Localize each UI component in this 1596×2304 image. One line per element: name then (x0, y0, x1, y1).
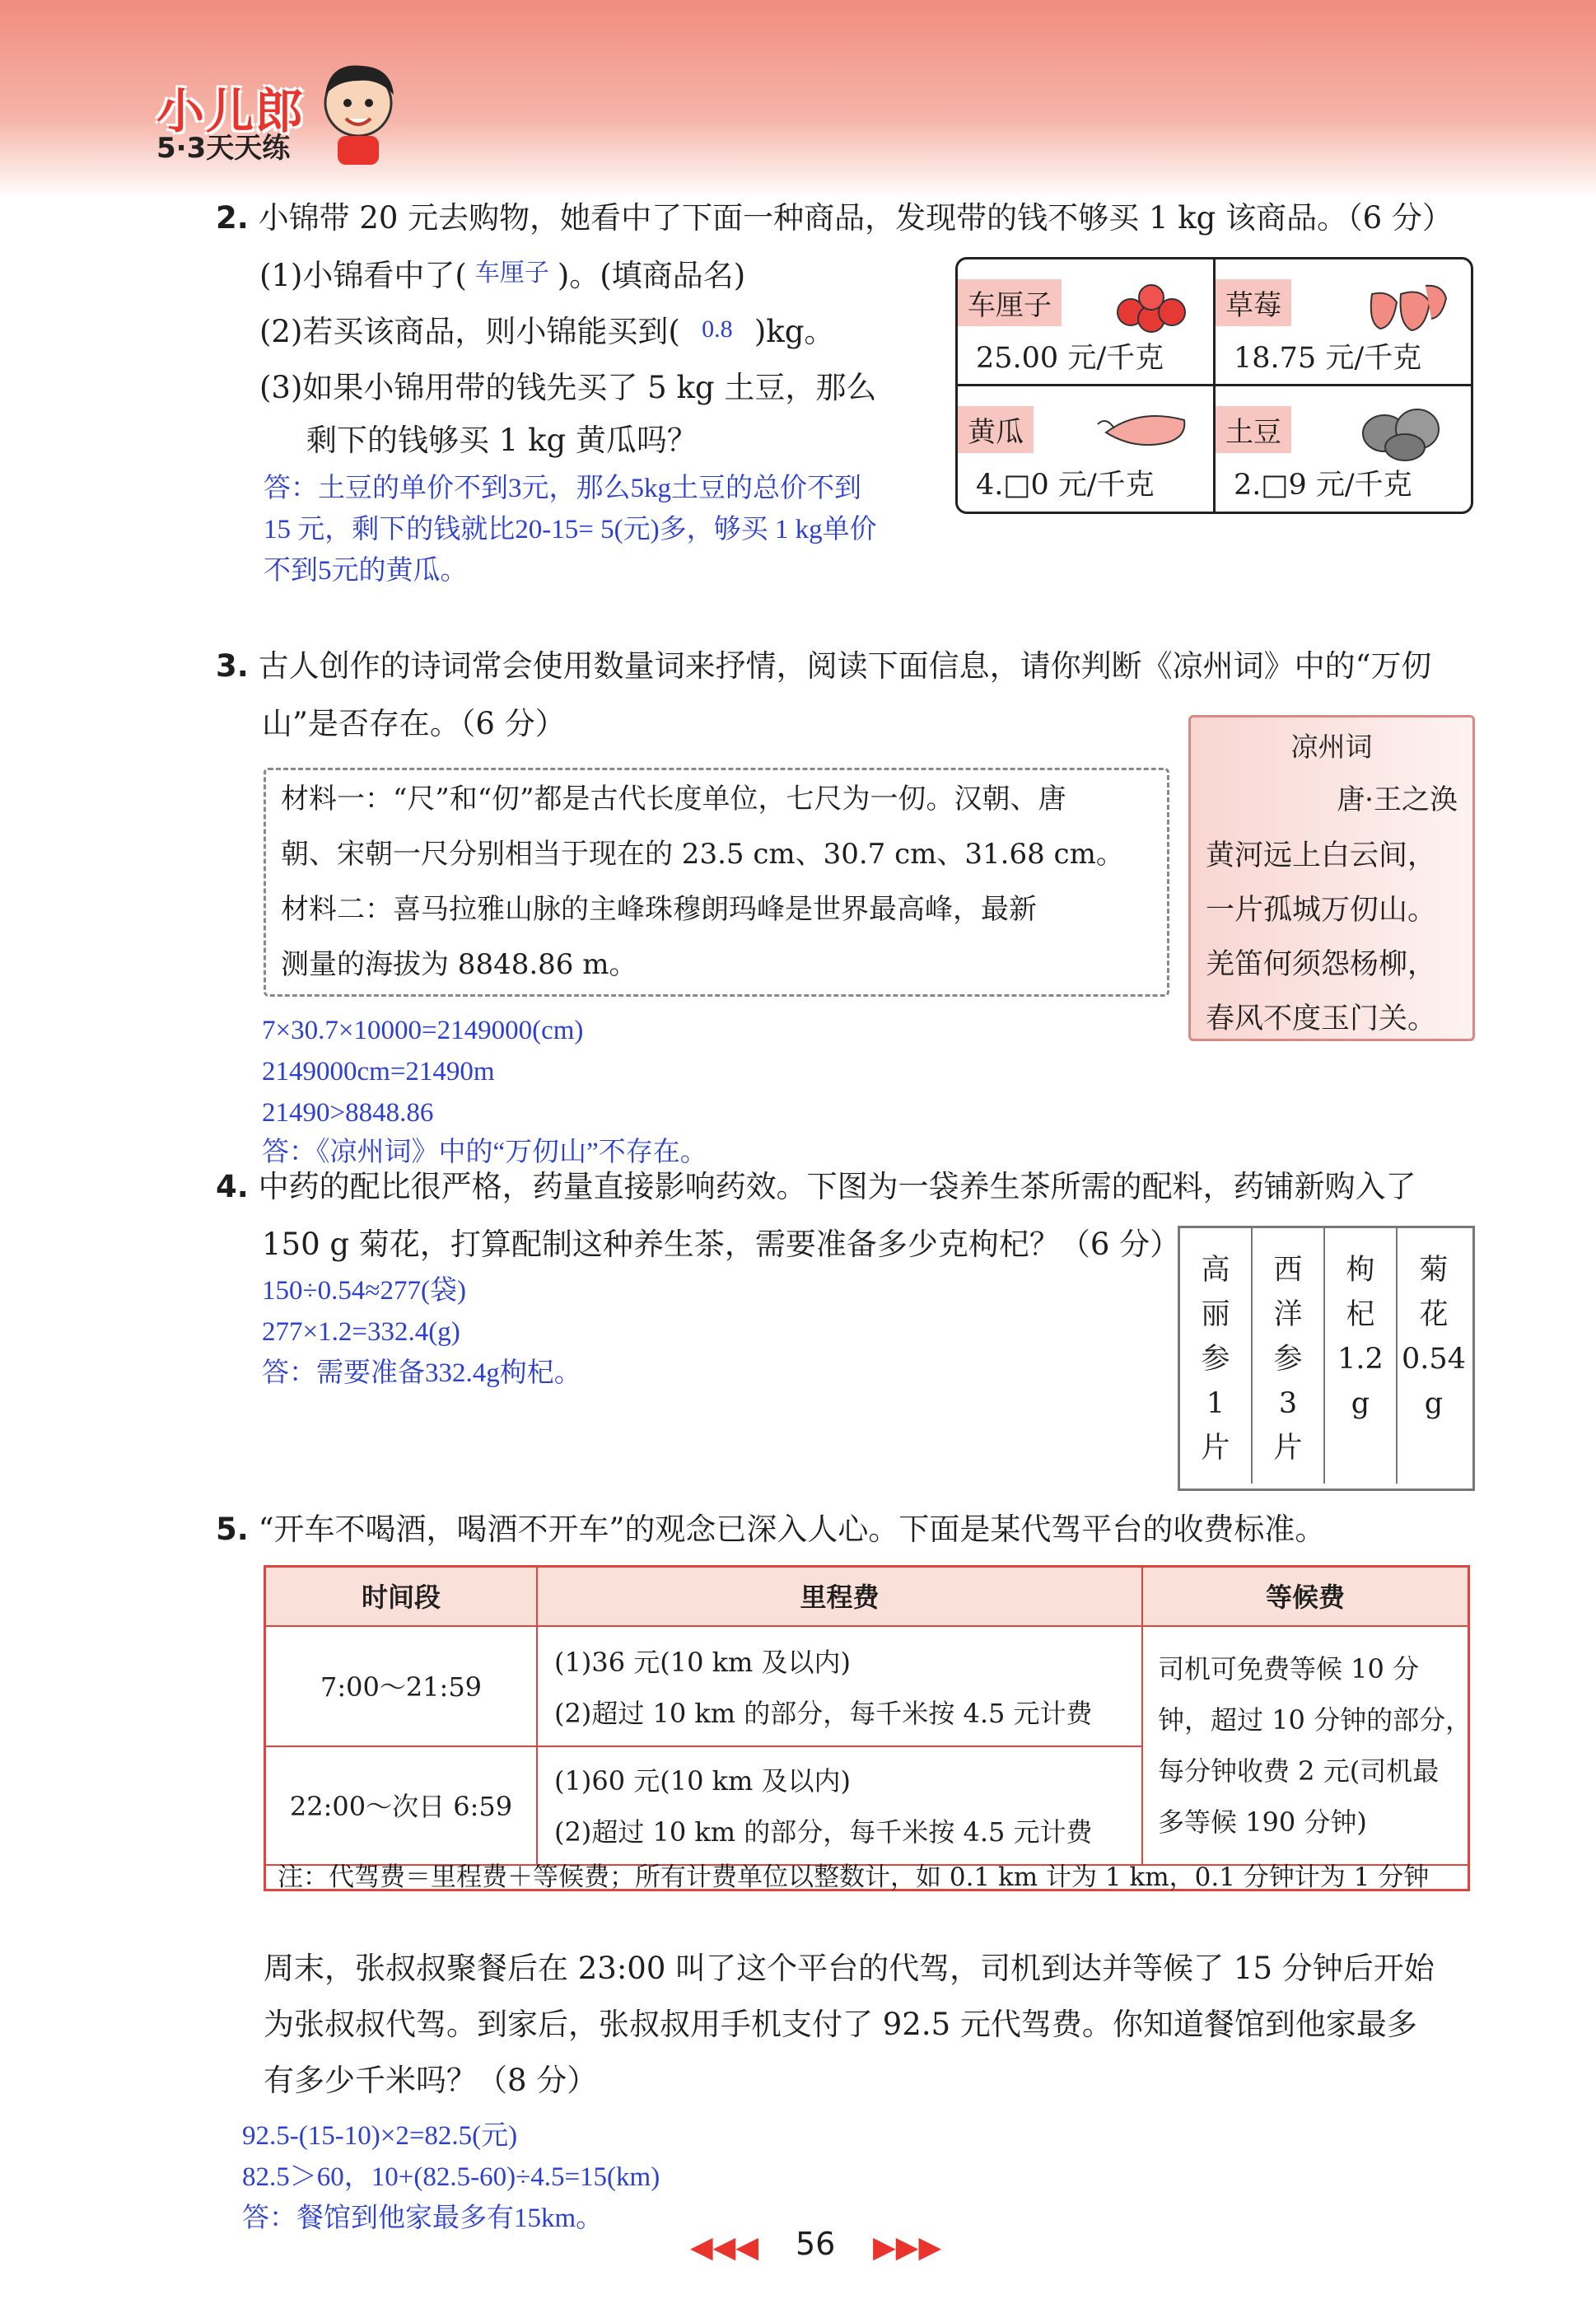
ingredient-text: 西 (1273, 1254, 1303, 1287)
q2-part2 (259, 310, 834, 357)
q2-part1-answer: 车厘子 (474, 259, 549, 287)
strawberry-icon (1356, 269, 1454, 335)
q4-stem-line2: 150 g 菊花，打算配制这种养生茶，需要准备多少克枸杞？（6 分） (262, 1227, 1181, 1262)
q5-answer-line2: 82.5＞60，10+(82.5-60)÷4.5=15(km) (242, 2162, 660, 2192)
q3-stem-line2: 山”是否存在。（6 分） (262, 706, 566, 741)
product-price-table (955, 257, 1473, 514)
q3-answer-line3: 21490>8848.86 (262, 1098, 434, 1128)
product-name: 车厘子 (958, 279, 1062, 326)
material-line: 朝、宋朝一尺分别相当于现在的 23.5 cm、30.7 cm、31.68 cm。 (281, 838, 1124, 871)
product-name: 草莓 (1216, 279, 1291, 326)
q2-answer-line3: 不到5元的黄瓜。 (264, 556, 468, 586)
fee-text: 多等候 190 分钟) (1158, 1806, 1367, 1838)
poem-author: 唐·王之涣 (1337, 783, 1458, 816)
fee-header-period: 时间段 (266, 1568, 538, 1627)
fee-header-mileage: 里程费 (538, 1568, 1143, 1627)
ingredient-text: 参 (1201, 1343, 1230, 1376)
fee-header-waiting: 等候费 (1143, 1568, 1468, 1627)
product-price: 25.00 元/千克 (976, 342, 1164, 375)
q2-part1-post: )。(填商品名) (557, 258, 746, 293)
product-cell-potato (1216, 386, 1472, 512)
fee-row2-mileage (538, 1747, 1143, 1866)
q4-answer-line2: 277×1.2=332.4(g) (262, 1317, 460, 1347)
poem-line: 黄河远上白云间， (1206, 839, 1437, 872)
ingredient-col-chrysanthemum (1398, 1228, 1470, 1484)
fee-row2-period: 22:00～次日 6:59 (266, 1747, 538, 1866)
page-number: 56 (796, 2226, 836, 2262)
q5-stem (216, 1507, 1325, 1552)
product-price: 2.□9 元/千克 (1234, 469, 1412, 502)
poem-card (1188, 715, 1475, 1041)
ingredient-text: 丽 (1201, 1298, 1230, 1331)
q4-answer-line3: 答：需要准备332.4g枸杞。 (262, 1358, 581, 1388)
q3-number: 3. (216, 648, 249, 684)
q5-problem-line1: 周末，张叔叔聚餐后在 23:00 叫了这个平台的代驾，司机到达并等候了 15 分钟后开始 (264, 1951, 1435, 1986)
q2-part2-post: )kg。 (754, 314, 835, 349)
product-price: 18.75 元/千克 (1234, 342, 1422, 375)
ingredient-text: 3 (1278, 1387, 1298, 1420)
fee-row1-period: 7:00～21:59 (266, 1627, 538, 1747)
fee-text: (1)36 元(10 km 及以内) (554, 1647, 851, 1678)
product-name: 土豆 (1216, 406, 1291, 453)
fee-text: (1)60 元(10 km 及以内) (554, 1765, 851, 1797)
ingredient-text: 高 (1201, 1254, 1230, 1287)
q2-part1 (259, 254, 745, 301)
next-arrows-icon: ▶▶▶ (873, 2231, 942, 2264)
ingredient-text: g (1424, 1387, 1444, 1420)
fee-note: 注：代驾费＝里程费＋等候费；所有计费单位以整数计，如 0.1 km 计为 1 km，0.1 分钟计为 1 分钟 (278, 1862, 1430, 1892)
cucumber-icon (1090, 391, 1197, 457)
ingredient-text: 1.2 (1337, 1343, 1384, 1376)
ingredient-col-ginseng (1180, 1228, 1253, 1484)
ingredient-text: 0.54 (1402, 1343, 1466, 1376)
q3-answer-line2: 2149000cm=21490m (262, 1057, 495, 1087)
prev-arrows-icon: ◀◀◀ (690, 2231, 759, 2264)
ingredient-text: 1 (1206, 1387, 1225, 1420)
product-cell-cucumber (958, 386, 1214, 512)
poem-line: 一片孤城万仞山。 (1206, 894, 1437, 927)
fee-text: 每分钟收费 2 元(司机最 (1158, 1755, 1440, 1787)
q4-number: 4. (216, 1169, 249, 1204)
ingredient-text: 参 (1273, 1343, 1303, 1376)
q4-answer-line1: 150÷0.54≈277(袋) (262, 1276, 466, 1306)
mascot-boy-icon (313, 58, 404, 165)
q2-number: 2. (216, 200, 249, 236)
ingredient-text: 洋 (1273, 1298, 1303, 1331)
q3-answer-line1: 7×30.7×10000=2149000(cm) (262, 1016, 584, 1045)
ingredient-text: 花 (1419, 1298, 1449, 1331)
fee-text: 司机可免费等候 10 分 (1158, 1653, 1420, 1685)
q3-stem-line1 (216, 644, 1432, 689)
q2-part3-line2: 剩下的钱够买 1 kg 黄瓜吗？ (306, 423, 698, 458)
brand-logo: 小儿郎 (156, 83, 306, 139)
q3-answer-line4: 答：《凉州词》中的“万仞山”不存在。 (262, 1138, 707, 1167)
q5-answer-line3: 答：餐馆到他家最多有15km。 (242, 2204, 604, 2233)
q3-stem-text: 古人创作的诗词常会使用数量词来抒情，阅读下面信息，请你判断《凉州词》中的“万仞 (258, 648, 1432, 684)
product-name: 黄瓜 (958, 406, 1034, 453)
q2-part2-pre: (2)若买该商品，则小锦能买到( (259, 314, 680, 349)
material-line: 测量的海拔为 8848.86 m。 (281, 948, 637, 981)
ingredient-text: g (1351, 1387, 1370, 1420)
ingredient-text: 菊 (1419, 1254, 1449, 1287)
q5-stem-text: “开车不喝酒，喝酒不开车”的观念已深入人心。下面是某代驾平台的收费标准。 (258, 1512, 1326, 1547)
fee-row1-mileage (538, 1627, 1143, 1747)
product-cell-cherry (958, 259, 1214, 386)
q2-part1-pre: (1)小锦看中了( (259, 258, 467, 293)
fee-text: 钟，超过 10 分钟的部分， (1158, 1704, 1472, 1736)
ingredient-col-american-ginseng (1253, 1228, 1325, 1484)
fee-waiting-cell (1143, 1627, 1472, 1866)
ingredient-col-goji (1325, 1228, 1398, 1484)
ingredient-text: 片 (1273, 1432, 1303, 1465)
product-price: 4.□0 元/千克 (976, 469, 1155, 502)
q4-stem-text: 中药的配比很严格，药量直接影响药效。下图为一袋养生茶所需的配料，药铺新购入了 (258, 1169, 1416, 1204)
cherry-icon (1110, 271, 1192, 337)
poem-title: 凉州词 (1290, 731, 1373, 763)
material-line: 材料二：喜马拉雅山脉的主峰珠穆朗玛峰是世界最高峰，最新 (281, 893, 1037, 926)
material-line: 材料一：“尺”和“仞”都是古代长度单位，七尺为一仞。汉朝、唐 (281, 783, 1066, 816)
q5-problem-line2: 为张叔叔代驾。到家后，张叔叔用手机支付了 92.5 元代驾费。你知道餐馆到他家最多 (264, 2007, 1417, 2042)
fee-text: (2)超过 10 km 的部分，每千米按 4.5 元计费 (554, 1698, 1093, 1729)
q4-stem-line1 (216, 1165, 1416, 1209)
ingredient-text: 杞 (1346, 1298, 1375, 1331)
poem-line: 春风不度玉门关。 (1206, 1002, 1437, 1035)
q5-number: 5. (216, 1512, 249, 1547)
product-cell-strawberry (1216, 259, 1472, 386)
q2-part2-answer: 0.8 (702, 315, 733, 343)
ingredient-text: 枸 (1346, 1254, 1375, 1287)
poem-line: 羌笛何须怨杨柳， (1206, 948, 1437, 981)
fee-table (264, 1565, 1470, 1891)
ingredient-table (1178, 1226, 1475, 1491)
q2-part3-line1: (3)如果小锦用带的钱先买了 5 kg 土豆，那么 (259, 370, 877, 405)
ingredient-text: 片 (1201, 1432, 1230, 1465)
potato-icon (1356, 396, 1454, 462)
q2-stem-text: 小锦带 20 元去购物，她看中了下面一种商品，发现带的钱不够买 1 kg 该商品。（6 分） (258, 200, 1453, 236)
q2-stem (216, 196, 1453, 241)
materials-box (264, 768, 1169, 997)
series-title: 5·3天天练 (156, 132, 291, 165)
fee-text: (2)超过 10 km 的部分，每千米按 4.5 元计费 (554, 1816, 1093, 1848)
q2-answer-line2: 15 元，剩下的钱就比20-15= 5(元)多，够买 1 kg单价 (264, 515, 877, 544)
q5-problem-line3: 有多少千米吗？（8 分） (264, 2063, 598, 2098)
q5-answer-line1: 92.5-(15-10)×2=82.5(元) (242, 2121, 518, 2151)
q2-answer-line1: 答：土豆的单价不到3元，那么5kg土豆的总价不到 (264, 474, 861, 503)
